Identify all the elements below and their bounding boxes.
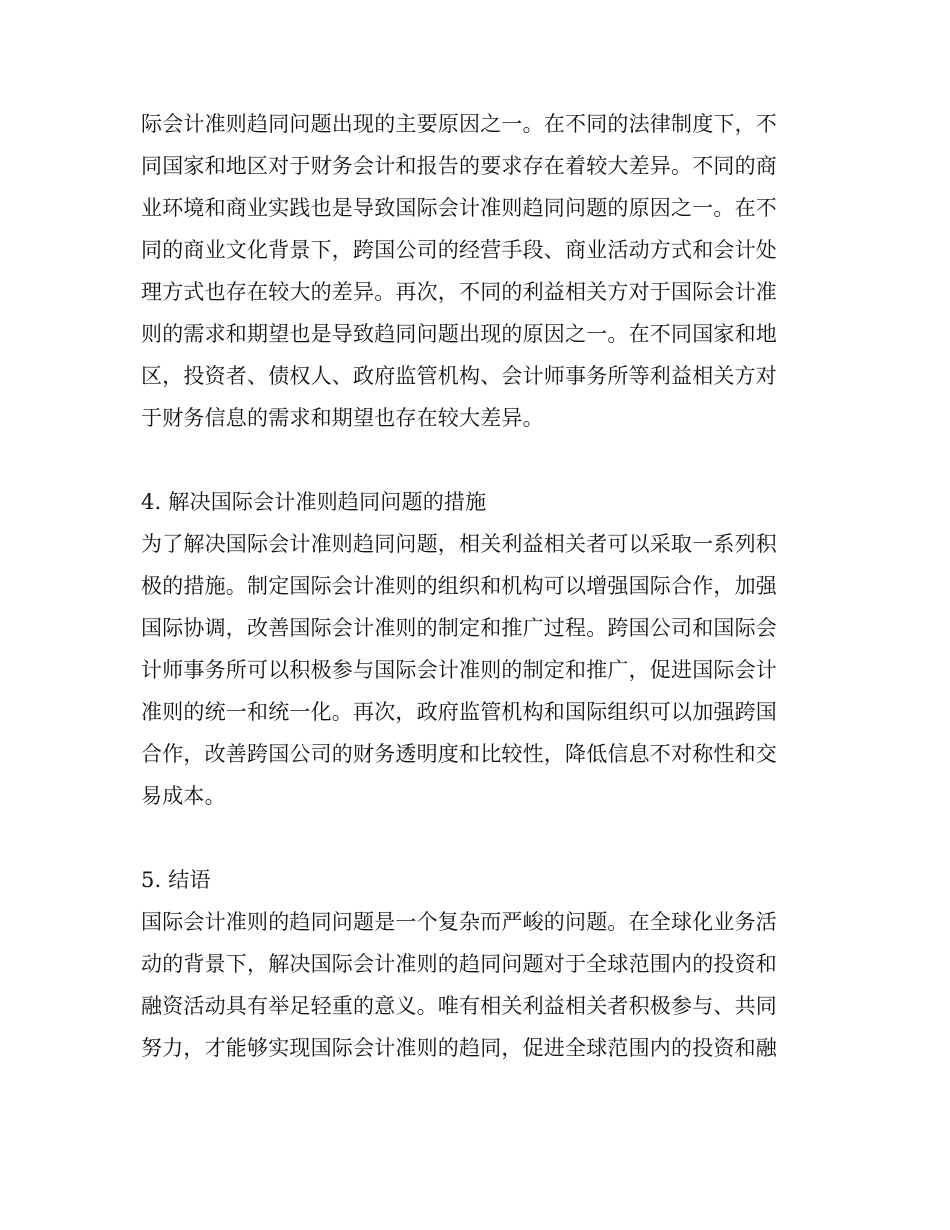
paragraph-line: 国际协调，改善国际会计准则的制定和推广过程。跨国公司和国际会 (141, 616, 777, 640)
paragraph-line: 同国家和地区对于财务会计和报告的要求存在着较大差异。不同的商 (141, 154, 777, 178)
paragraph-gap (141, 439, 950, 481)
paragraph-line: 努力，才能够实现国际会计准则的趋同，促进全球范围内的投资和融 (141, 1036, 777, 1060)
section-heading: 5. 结语 (141, 868, 211, 892)
paragraph-line: 融资活动具有举足轻重的意义。唯有相关利益相关者积极参与、共同 (141, 994, 777, 1018)
paragraph-line: 极的措施。制定国际会计准则的组织和机构可以增强国际合作，加强 (141, 574, 777, 598)
paragraph-line: 动的背景下，解决国际会计准则的趋同问题对于全球范围内的投资和 (141, 952, 777, 976)
paragraph-line: 业环境和商业实践也是导致国际会计准则趋同问题的原因之一。在不 (141, 196, 777, 220)
paragraph-line: 合作，改善跨国公司的财务透明度和比较性，降低信息不对称性和交 (141, 742, 777, 766)
section-measures (141, 481, 950, 817)
paragraph-gap (141, 817, 950, 859)
paragraph-line: 同的商业文化背景下，跨国公司的经营手段、商业活动方式和会计处 (141, 238, 777, 262)
paragraph-line: 计师事务所可以积极参与国际会计准则的制定和推广，促进国际会计 (141, 658, 777, 682)
paragraph-line: 为了解决国际会计准则趋同问题，相关利益相关者可以采取一系列积 (141, 532, 777, 556)
paragraph-line: 则的需求和期望也是导致趋同问题出现的原因之一。在不同国家和地 (141, 322, 777, 346)
paragraph-line: 国际会计准则的趋同问题是一个复杂而严峻的问题。在全球化业务活 (141, 910, 777, 934)
paragraph-line: 理方式也存在较大的差异。再次，不同的利益相关方对于国际会计准 (141, 280, 777, 304)
section-conclusion (141, 859, 950, 1069)
section-heading: 4. 解决国际会计准则趋同问题的措施 (141, 490, 487, 514)
paragraph-line: 区，投资者、债权人、政府监管机构、会计师事务所等利益相关方对 (141, 364, 777, 388)
paragraph-causes (141, 103, 950, 439)
paragraph-line: 易成本。 (141, 784, 226, 808)
paragraph-line: 际会计准则趋同问题出现的主要原因之一。在不同的法律制度下，不 (141, 112, 777, 136)
paragraph-line: 于财务信息的需求和期望也存在较大差异。 (141, 406, 544, 430)
paragraph-line: 准则的统一和统一化。再次，政府监管机构和国际组织可以加强跨国 (141, 700, 777, 724)
